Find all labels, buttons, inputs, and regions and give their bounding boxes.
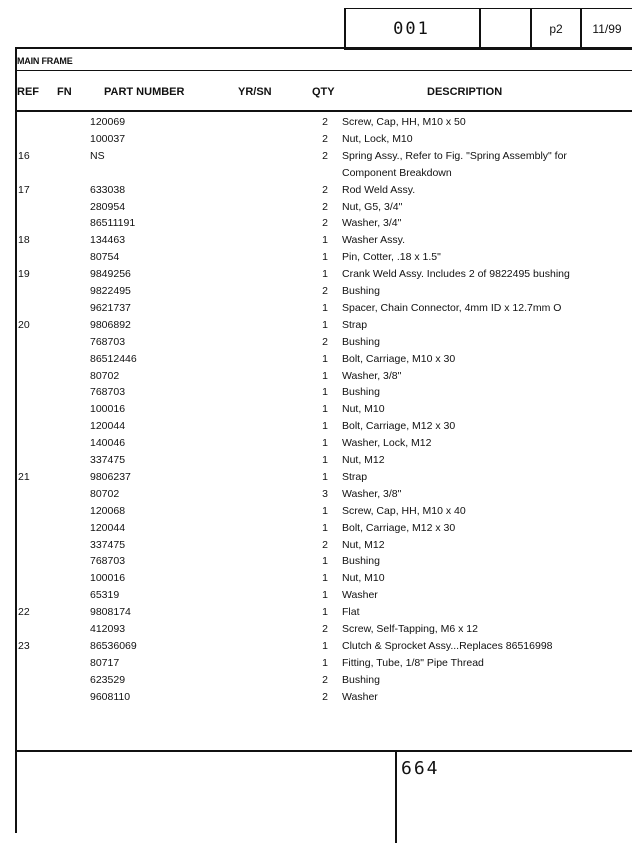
qty-cell: 1 [322,606,328,619]
footer-page-number: 664 [401,758,440,779]
description-cell: Component Breakdown [342,166,452,179]
column-header-qty: QTY [312,86,335,98]
section-rule [15,70,632,71]
table-row [0,351,632,368]
qty-cell: 2 [322,673,328,686]
table-row [0,215,632,232]
qty-cell: 1 [322,234,328,247]
table-row [0,537,632,554]
ref-cell: 16 [18,149,30,162]
description-cell: Crank Weld Assy. Includes 2 of 9822495 bushing [342,268,570,281]
column-header-yrsn: YR/SN [238,86,272,98]
qty-cell: 3 [322,487,328,500]
table-row [0,199,632,216]
description-cell: Nut, M12 [342,538,385,551]
part-number-cell: 9822495 [90,285,131,297]
footer-rule [15,750,632,752]
part-number-cell: 120069 [90,116,126,128]
qty-cell: 2 [322,623,328,635]
part-number-cell: 80754 [90,251,120,264]
part-number-cell: 134463 [90,234,126,247]
description-cell: Washer, Lock, M12 [342,437,432,450]
description-cell: Screw, Cap, HH, M10 x 40 [342,504,466,517]
ref-cell: 17 [18,183,30,196]
part-number-cell: 120068 [90,504,126,517]
ref-cell: 20 [18,318,30,331]
description-cell: Rod Weld Assy. [342,183,416,196]
description-cell: Screw, Cap, HH, M10 x 50 [342,116,466,128]
description-cell: Bushing [342,285,380,297]
description-cell: Bolt, Carriage, M12 x 30 [342,420,456,433]
part-number-cell: 120044 [90,521,126,534]
description-cell: Bolt, Carriage, M12 x 30 [342,521,456,534]
description-cell: Clutch & Sprocket Assy...Replaces 86516998 [342,639,553,652]
qty-cell: 2 [322,149,328,162]
table-row [0,621,632,638]
column-header-part-number: PART NUMBER [104,86,185,98]
table-row [0,165,632,182]
description-cell: Flat [342,606,360,619]
qty-cell: 2 [322,335,328,348]
part-number-cell: 86511191 [90,217,136,230]
table-row [0,435,632,452]
table-row [0,300,632,317]
footer-divider [395,750,397,843]
table-row [0,604,632,621]
ref-cell: 18 [18,234,30,247]
qty-cell: 1 [322,470,328,483]
part-number-cell: 86512446 [90,352,137,365]
description-cell: Screw, Self-Tapping, M6 x 12 [342,623,478,635]
part-number-cell: 280954 [90,200,126,213]
column-header-fn: FN [57,86,72,98]
table-row [0,503,632,520]
qty-cell: 1 [322,555,328,568]
part-number-cell: NS [90,149,105,162]
part-number-cell: 412093 [90,623,126,635]
qty-cell: 1 [322,572,328,585]
qty-cell: 2 [322,538,328,551]
table-row [0,469,632,486]
description-cell: Strap [342,318,368,331]
qty-cell: 2 [322,132,328,145]
table-row [0,452,632,469]
table-row [0,401,632,418]
description-cell: Spring Assy., Refer to Fig. "Spring Assembly" for [342,149,567,162]
part-number-cell: 768703 [90,335,126,348]
qty-cell: 2 [322,183,328,196]
column-header-description: DESCRIPTION [427,86,503,98]
table-row [0,638,632,655]
table-row [0,182,632,199]
description-cell: Nut, M10 [342,572,385,585]
qty-cell: 1 [322,251,328,264]
page-label: p2 [549,22,563,36]
part-number-cell: 100016 [90,572,126,585]
part-number-cell: 100016 [90,403,126,416]
qty-cell: 1 [322,454,328,466]
description-cell: Bushing [342,673,380,686]
ref-cell: 22 [18,606,30,619]
description-cell: Bushing [342,335,380,348]
qty-cell: 1 [322,301,328,314]
part-number-cell: 9808174 [90,606,131,619]
description-cell: Bushing [342,386,380,399]
qty-cell: 1 [322,589,328,602]
part-number-cell: 100037 [90,132,126,145]
description-cell: Washer, 3/8" [342,487,402,500]
table-row [0,114,632,131]
description-cell: Washer [342,690,378,703]
part-number-cell: 768703 [90,555,126,568]
description-cell: Spacer, Chain Connector, 4mm ID x 12.7mm O [342,301,562,314]
part-number-cell: 120044 [90,420,126,433]
qty-cell: 1 [322,268,328,281]
ref-cell: 21 [18,470,30,483]
document-number: 001 [393,19,430,39]
table-row [0,368,632,385]
part-number-cell: 86536069 [90,639,137,652]
header-box [344,8,632,50]
table-row [0,334,632,351]
part-number-cell: 9849256 [90,268,131,281]
part-number-cell: 623529 [90,673,126,686]
qty-cell: 2 [322,690,328,703]
table-row [0,148,632,165]
part-number-cell: 633038 [90,183,126,196]
qty-cell: 1 [322,521,328,534]
ref-cell: 23 [18,639,30,652]
table-row [0,283,632,300]
description-cell: Washer [342,589,378,602]
qty-cell: 1 [322,420,328,433]
part-number-cell: 80717 [90,656,120,669]
qty-cell: 1 [322,504,328,517]
part-number-cell: 768703 [90,386,126,399]
description-cell: Washer, 3/4" [342,217,402,230]
table-row [0,587,632,604]
description-cell: Nut, M12 [342,454,385,466]
table-row [0,232,632,249]
description-cell: Washer Assy. [342,234,406,247]
qty-cell: 1 [322,403,328,416]
qty-cell: 1 [322,656,328,669]
column-header-rule [15,110,632,112]
description-cell: Washer, 3/8" [342,369,402,382]
part-number-cell: 9621737 [90,301,131,314]
qty-cell: 1 [322,352,328,365]
part-number-cell: 140046 [90,437,126,450]
qty-cell: 1 [322,318,328,331]
table-row [0,553,632,570]
ref-cell: 19 [18,268,30,281]
table-row [0,418,632,435]
description-cell: Nut, Lock, M10 [342,132,413,145]
table-row [0,384,632,401]
part-number-cell: 80702 [90,487,120,500]
qty-cell: 2 [322,116,328,128]
qty-cell: 2 [322,200,328,213]
table-row [0,520,632,537]
table-row [0,570,632,587]
part-number-cell: 337475 [90,538,126,551]
qty-cell: 1 [322,639,328,652]
table-row [0,249,632,266]
column-header-ref: REF [17,86,39,98]
revision-date: 11/99 [592,22,622,36]
description-cell: Fitting, Tube, 1/8" Pipe Thread [342,656,484,669]
qty-cell: 1 [322,437,328,450]
description-cell: Strap [342,470,368,483]
part-number-cell: 337475 [90,454,126,466]
table-row [0,655,632,672]
description-cell: Pin, Cotter, .18 x 1.5" [342,251,441,264]
qty-cell: 1 [322,386,328,399]
table-row [0,486,632,503]
description-cell: Nut, G5, 3/4" [342,200,403,213]
description-cell: Bolt, Carriage, M10 x 30 [342,352,456,365]
part-number-cell: 9806237 [90,470,131,483]
qty-cell: 2 [322,217,328,230]
part-number-cell: 9806892 [90,318,131,331]
table-row [0,317,632,334]
table-row [0,131,632,148]
part-number-cell: 80702 [90,369,120,382]
top-rule [15,47,632,49]
qty-cell: 2 [322,285,328,297]
table-row [0,672,632,689]
table-row [0,689,632,706]
section-title: MAIN FRAME [17,56,73,66]
description-cell: Nut, M10 [342,403,385,416]
table-row [0,266,632,283]
description-cell: Bushing [342,555,380,568]
part-number-cell: 9608110 [90,690,131,703]
part-number-cell: 65319 [90,589,120,602]
qty-cell: 1 [322,369,328,382]
